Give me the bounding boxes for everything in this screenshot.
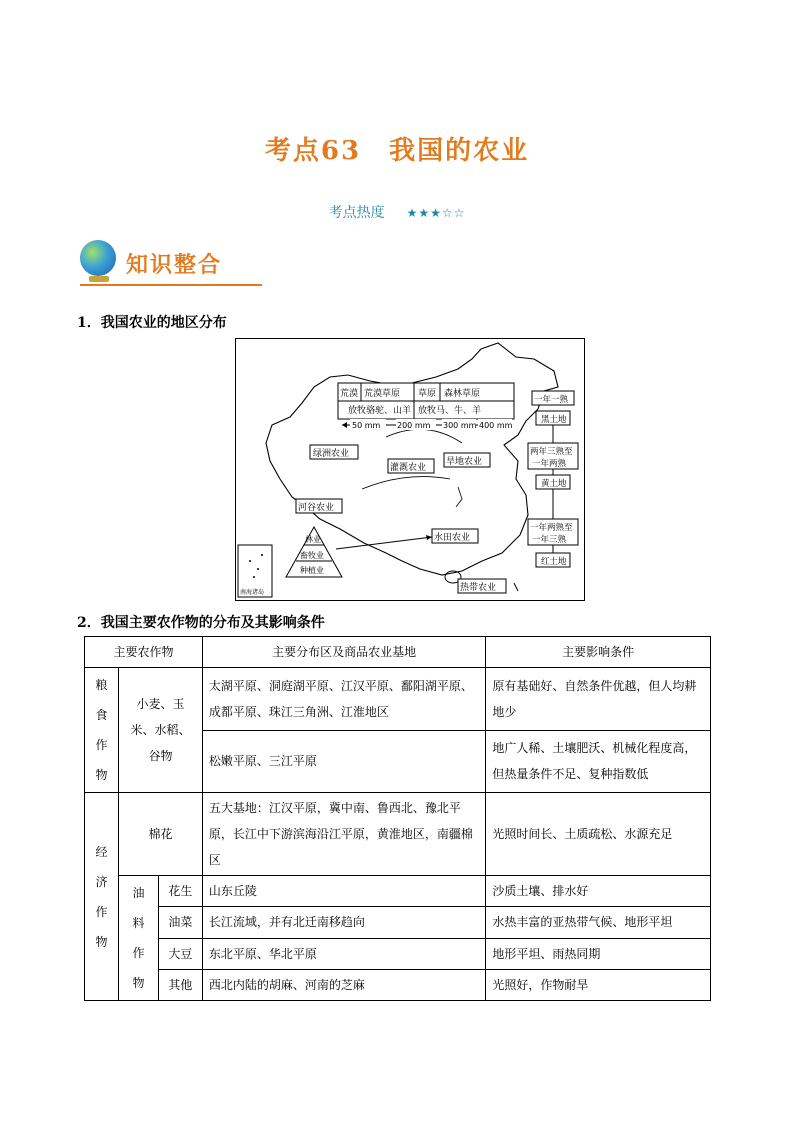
cond-cell: 光照时间长、土质疏松、水源充足 [486, 793, 711, 876]
heat-stars: ★★★☆☆ [406, 206, 466, 220]
dist-cell: 松嫩平原、三江平原 [202, 730, 485, 793]
table-row [85, 793, 711, 876]
table-row [85, 938, 711, 969]
header-cell: 主要农作物 [85, 637, 203, 668]
globe-icon [80, 240, 116, 276]
heat-label: 考点热度 [328, 205, 385, 221]
crop-name: 花生 [158, 876, 202, 907]
agriculture-map [235, 338, 585, 601]
pyramid-label: 林业 [305, 535, 321, 544]
cond-cell: 原有基础好、自然条件优越，但人均耕地少 [486, 668, 711, 731]
grain-category: 粮食作物 [85, 668, 119, 793]
heat-rating [0, 202, 794, 222]
header-cell: 主要影响条件 [486, 637, 711, 668]
dist-cell: 东北平原、华北平原 [202, 938, 485, 969]
dist-cell: 太湖平原、洞庭湖平原、江汉平原、鄱阳湖平原、成都平原、珠江三角洲、江淮地区 [202, 668, 485, 731]
chain-label: 一年两熟 [532, 459, 567, 469]
econ-category: 经济作物 [85, 793, 119, 1001]
veg-label: 森林草原 [444, 389, 481, 399]
chain-label: 黄土地 [541, 479, 567, 489]
table-header-row [85, 637, 711, 668]
section-1-heading: 1．我国农业的地区分布 [77, 315, 227, 331]
section-banner [80, 238, 262, 288]
veg-label: 草原 [418, 389, 437, 399]
crop-table [84, 636, 711, 1001]
banner-label: 知识整合 [126, 252, 223, 278]
pyramid-label: 畜牧业 [300, 551, 324, 560]
rainfall-label: 400 mm [479, 421, 513, 430]
cond-cell: 地广人稀、土壤肥沃、机械化程度高，但热量条件不足、复种指数低 [486, 730, 711, 793]
chain-label: 一年三熟 [532, 535, 567, 545]
oil-category: 油料作物 [118, 876, 158, 1001]
chain-label: 一年两熟至 [530, 523, 573, 533]
region-label: 河谷农业 [298, 503, 335, 513]
cond-cell: 沙质土壤、排水好 [486, 876, 711, 907]
herd-label: 放牧马、牛、羊 [418, 406, 482, 416]
dist-cell: 长江流域，并有北迁南移趋向 [202, 907, 485, 938]
rainfall-label: 200 mm [397, 421, 431, 430]
grain-crops: 小麦、玉米、水稻、谷物 [118, 668, 202, 793]
crop-name: 其他 [158, 969, 202, 1000]
header-cell: 主要分布区及商品农业基地 [202, 637, 485, 668]
chain-label: 两年三熟至 [530, 447, 573, 457]
page-title: 考点63 我国的农业 [264, 136, 530, 166]
region-label: 水田农业 [434, 533, 471, 543]
region-label: 绿洲农业 [313, 449, 350, 459]
veg-label: 荒漠草原 [364, 389, 401, 399]
herd-label: 放牧骆驼、山羊 [348, 406, 412, 416]
globe-stand [89, 276, 109, 282]
table-row [85, 668, 711, 731]
table-row [85, 907, 711, 938]
pyramid-label: 种植业 [300, 566, 324, 575]
chain-label: 黑土地 [541, 415, 567, 425]
rainfall-label: 300 mm [443, 421, 477, 430]
banner-underline [80, 284, 262, 286]
inset-label: 南海诸岛 [240, 589, 265, 596]
rainfall-label: 50 mm [352, 421, 381, 430]
cond-cell: 光照好，作物耐旱 [486, 969, 711, 1000]
veg-label: 荒漠 [340, 389, 359, 399]
region-label: 灌溉农业 [390, 463, 427, 473]
section-2-heading: 2．我国主要农作物的分布及其影响条件 [77, 615, 325, 631]
table-row [85, 876, 711, 907]
cond-cell: 水热丰富的亚热带气候、地形平坦 [486, 907, 711, 938]
chain-label: 红土地 [541, 557, 567, 567]
dist-cell: 山东丘陵 [202, 876, 485, 907]
region-label: 旱地农业 [446, 457, 483, 467]
crop-name: 棉花 [118, 793, 202, 876]
crop-name: 油菜 [158, 907, 202, 938]
chain-label: 一年一熟 [534, 395, 569, 405]
dist-cell: 五大基地：江汉平原，冀中南、鲁西北、豫北平原，长江中下游滨海沿江平原，黄淮地区，南疆棉区 [202, 793, 485, 876]
dist-cell: 西北内陆的胡麻、河南的芝麻 [202, 969, 485, 1000]
region-label: 热带农业 [460, 583, 497, 593]
table-row [85, 969, 711, 1000]
cond-cell: 地形平坦、雨热同期 [486, 938, 711, 969]
crop-name: 大豆 [158, 938, 202, 969]
